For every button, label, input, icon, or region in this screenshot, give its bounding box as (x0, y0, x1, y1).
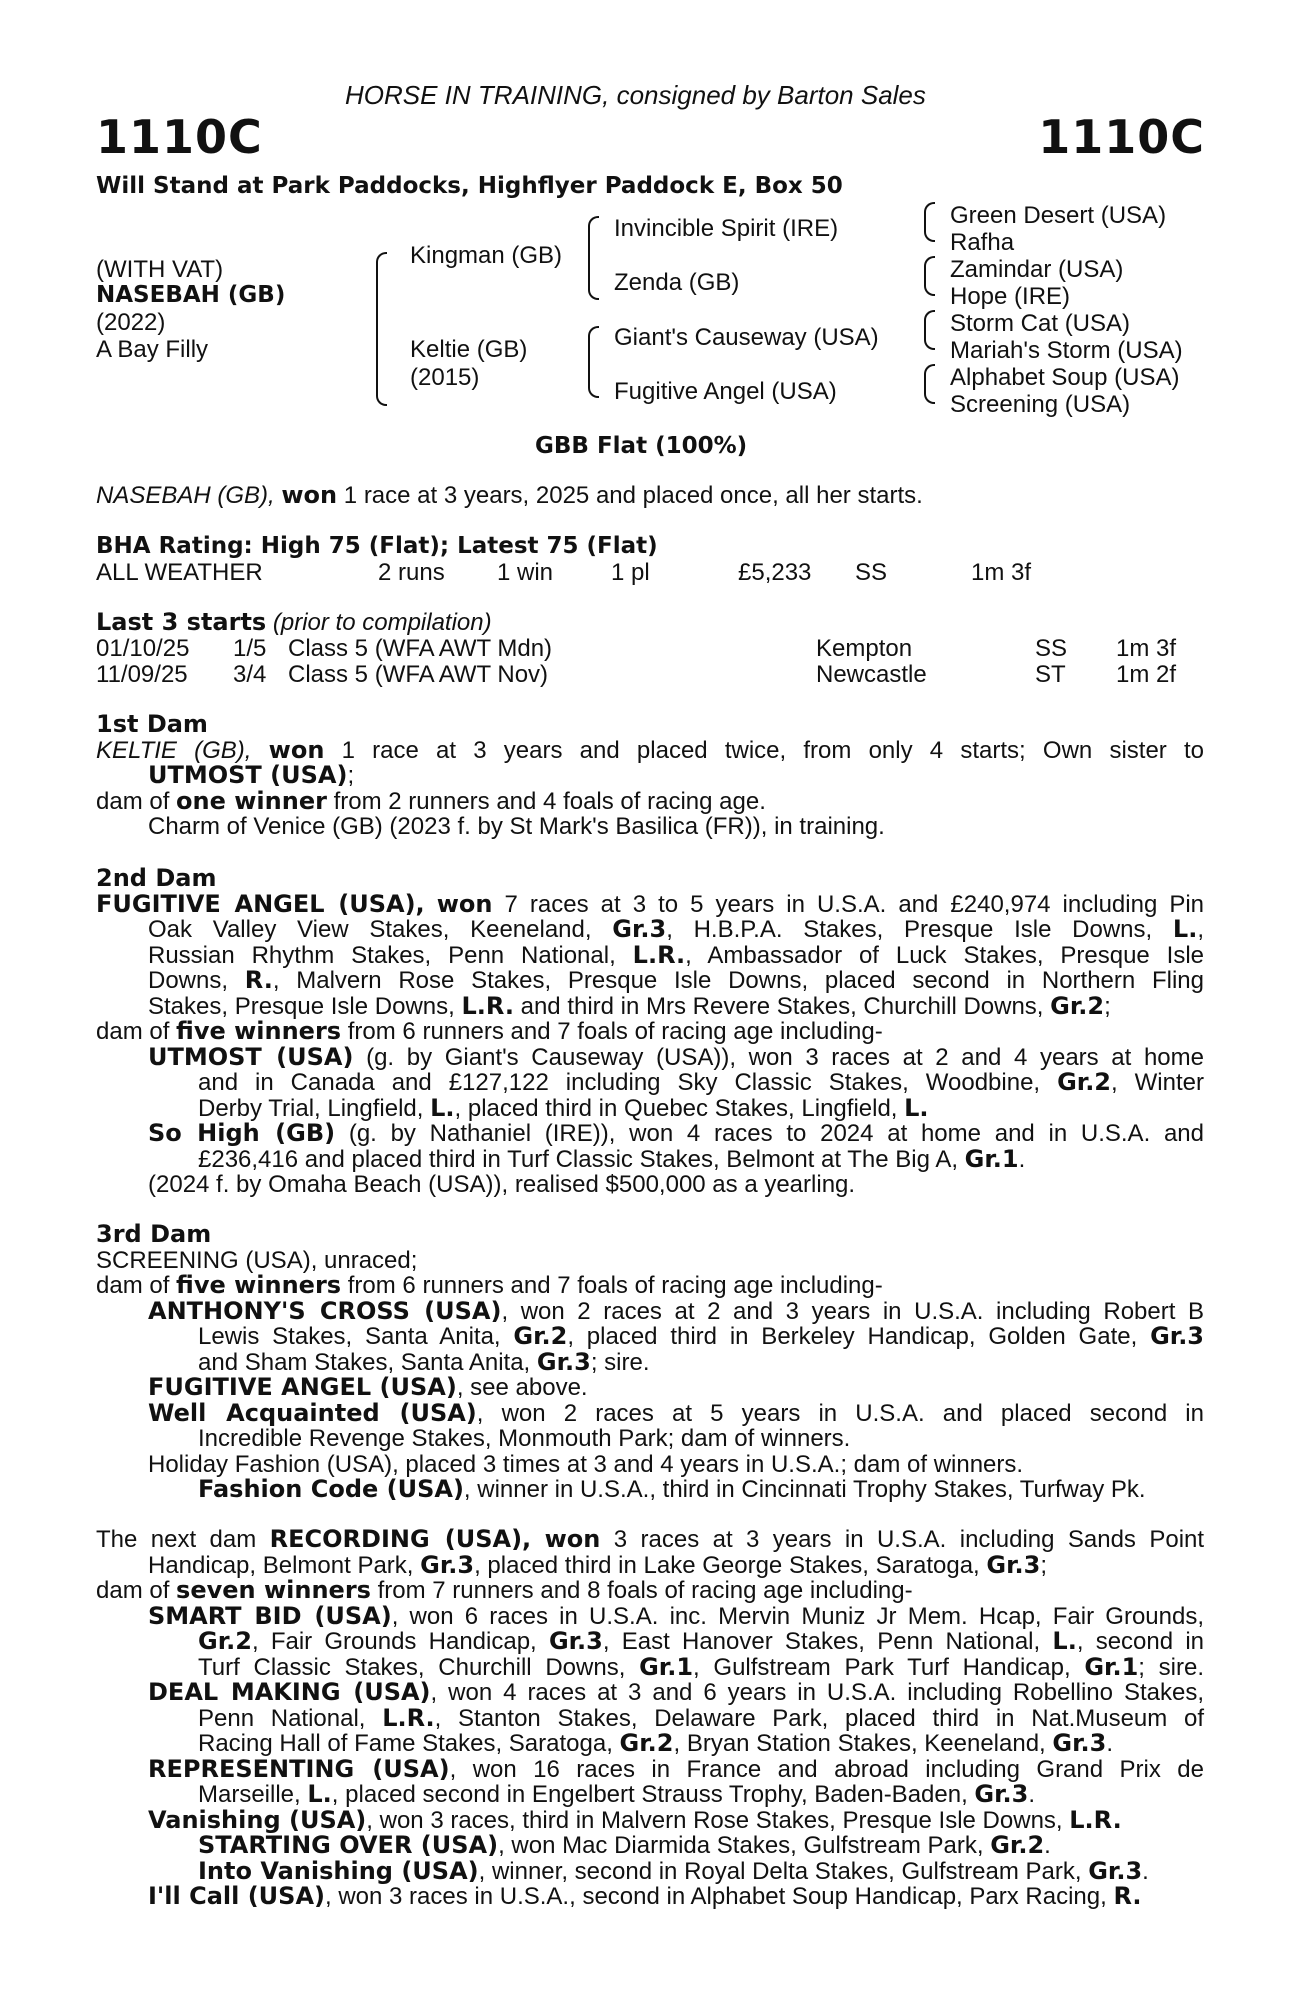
ancestor-3: Zamindar (USA) (950, 256, 1124, 283)
consignor-line: HORSE IN TRAINING, consigned by Barton Sales (345, 80, 926, 110)
second-dam-section: 2nd Dam FUGITIVE ANGEL (USA), won 7 races at 3 to 5 years in U.S.A. and £240,974 including Pin Oak Valley View Stakes, Keeneland, Gr.3, H.B.P.A. Stakes, Presque Isle Downs, L., Russian Rhythm Stakes, Penn National, L.R., Ambassador of Luck Stakes, Presque Isle Downs, R., Malvern Rose Stakes, Presque Isle Downs, placed second in Northern Fling Stakes, Presque Isle Downs, L.R. and third in Mrs Revere Stakes, Churchill Downs, Gr.2; dam of five winners from 6 runners and 7 foals of racing age including- UTMOST (USA) (g. by Giant's Causeway (USA)), won 3 races at 2 and 4 years at home and in Canada and £127,122 including Sky Classic Stakes, Woodbine, Gr.2, Winter Derby Trial, Lingfield, L., placed third in Quebec Stakes, Lingfield, L. So High (GB) (g. by Nathaniel (IRE)), won 4 races to 2024 at home and in U.S.A. and £236,416 and placed third in Turf Classic Stakes, Belmont at The Big A, Gr.1. (2024 f. by Omaha Beach (USA)), realised $500,000 as a yearling. (96, 864, 1205, 1198)
ancestor-8: Screening (USA) (950, 391, 1131, 418)
horse-name: NASEBAH (GB) (96, 282, 286, 308)
pedigree-bracket-dam (588, 326, 599, 398)
bha-rating-title: BHA Rating: High 75 (Flat); Latest 75 (Flat) (96, 533, 658, 559)
pedigree-bracket-main (376, 252, 387, 406)
vat-note: (WITH VAT) (96, 256, 224, 283)
pedigree-bracket-gs2 (924, 256, 935, 296)
third-dam-section: 3rd Dam SCREENING (USA), unraced; dam of five winners from 6 runners and 7 foals of racing age including- ANTHONY'S CROSS (USA), won 2 races at 2 and 3 years in U.S.A. including Robert B Lewis Stakes, Santa Anita, Gr.2, placed third in Berkeley Handicap, Golden Gate, Gr.3 and Sham Stakes, Santa Anita, Gr.3; sire. FUGITIVE ANGEL (USA), see above. Well Acquainted (USA), won 2 races at 5 years in U.S.A. and placed second in Incredible Revenge Stakes, Monmouth Park; dam of winners. Holiday Fashion (USA), placed 3 times at 3 and 4 years in U.S.A.; dam of winners. Fashion Code (USA), winner in U.S.A., third in Cincinnati Trophy Stakes, Turfway Pk. (96, 1220, 1205, 1503)
grandsire-2: Giant's Causeway (USA) (614, 324, 879, 351)
gbb-rating: GBB Flat (100%) (535, 433, 748, 459)
granddam-1: Zenda (GB) (614, 269, 740, 296)
ancestor-2: Rafha (950, 229, 1015, 256)
grandsire-1: Invincible Spirit (IRE) (614, 215, 839, 242)
start-row: 11/09/25 3/4 Class 5 (WFA AWT Nov) Newcastle ST 1m 2f (96, 661, 1177, 688)
ancestor-7: Alphabet Soup (USA) (950, 364, 1180, 391)
lot-number-right: 1110C (1038, 110, 1205, 164)
dam-year: (2015) (410, 364, 480, 391)
section-title: 2nd Dam (96, 864, 217, 892)
pedigree-bracket-gs1 (924, 202, 935, 242)
ancestor-5: Storm Cat (USA) (950, 310, 1131, 337)
ancestor-6: Mariah's Storm (USA) (950, 337, 1183, 364)
horse-description: A Bay Filly (96, 336, 209, 363)
next-dam-section: The next dam RECORDING (USA), won 3 races at 3 years in U.S.A. including Sands Point Handicap, Belmont Park, Gr.3, placed third in Lake George Stakes, Saratoga, Gr.3; dam of seven winners from 7 runners and 8 foals of racing age including- SMART BID (USA), won 6 races in U.S.A. inc. Mervin Muniz Jr Mem. Hcap, Fair Grounds, Gr.2, Fair Grounds Handicap, Gr.3, East Hanover Stakes, Penn National, L., second in Turf Classic Stakes, Churchill Downs, Gr.1, Gulfstream Park Turf Handicap, Gr.1; sire. DEAL MAKING (USA), won 4 races at 3 and 6 years in U.S.A. including Robellino Stakes, Penn National, L.R., Stanton Stakes, Delaware Park, placed third in Nat.Museum of Racing Hall of Fame Stakes, Saratoga, Gr.2, Bryan Station Stakes, Keeneland, Gr.3. REPRESENTING (USA), won 16 races in France and abroad including Grand Prix de Marseille, L., placed second in Engelbert Strauss Trophy, Baden-Baden, Gr.3. Vanishing (USA), won 3 races, third in Malvern Rose Stakes, Presque Isle Downs, L.R. STARTING OVER (USA), won Mac Diarmida Stakes, Gulfstream Park, Gr.2. Into Vanishing (USA), winner, second in Royal Delta Stakes, Gulfstream Park, Gr.3. I'll Call (USA), won 3 races in U.S.A., second in Alphabet Soup Handicap, Parx Racing, R. (96, 1525, 1205, 1910)
granddam-2: Fugitive Angel (USA) (614, 378, 837, 405)
section-title: 1st Dam (96, 710, 208, 738)
pedigree-bracket-gs4 (924, 364, 935, 404)
lot-number-left: 1110C (96, 110, 263, 164)
pedigree-bracket-sire (588, 216, 599, 300)
first-dam-section: 1st Dam KELTIE (GB), won 1 race at 3 years and placed twice, from only 4 starts; Own sister to UTMOST (USA); dam of one winner from 2 runners and 4 foals of racing age. Charm of Venice (GB) (2023 f. by St Mark's Basilica (FR)), in training. (96, 710, 1204, 840)
section-title: 3rd Dam (96, 1220, 212, 1248)
last-starts-title: Last 3 starts (prior to compilation) (96, 608, 492, 636)
foaling-year: (2022) (96, 309, 166, 336)
race-summary: NASEBAH (GB), won 1 race at 3 years, 2025 and placed once, all her starts. (96, 481, 923, 509)
stand-location: Will Stand at Park Paddocks, Highflyer Paddock E, Box 50 (96, 173, 843, 199)
rating-row: ALL WEATHER 2 runs 1 win 1 pl £5,233 SS 1m 3f (96, 559, 1032, 586)
dam: Keltie (GB) (410, 336, 528, 363)
ancestor-1: Green Desert (USA) (950, 202, 1167, 229)
pedigree-bracket-gs3 (924, 310, 935, 350)
sire: Kingman (GB) (410, 242, 563, 269)
ancestor-4: Hope (IRE) (950, 283, 1071, 310)
start-row: 01/10/25 1/5 Class 5 (WFA AWT Mdn) Kempton SS 1m 3f (96, 635, 1177, 662)
